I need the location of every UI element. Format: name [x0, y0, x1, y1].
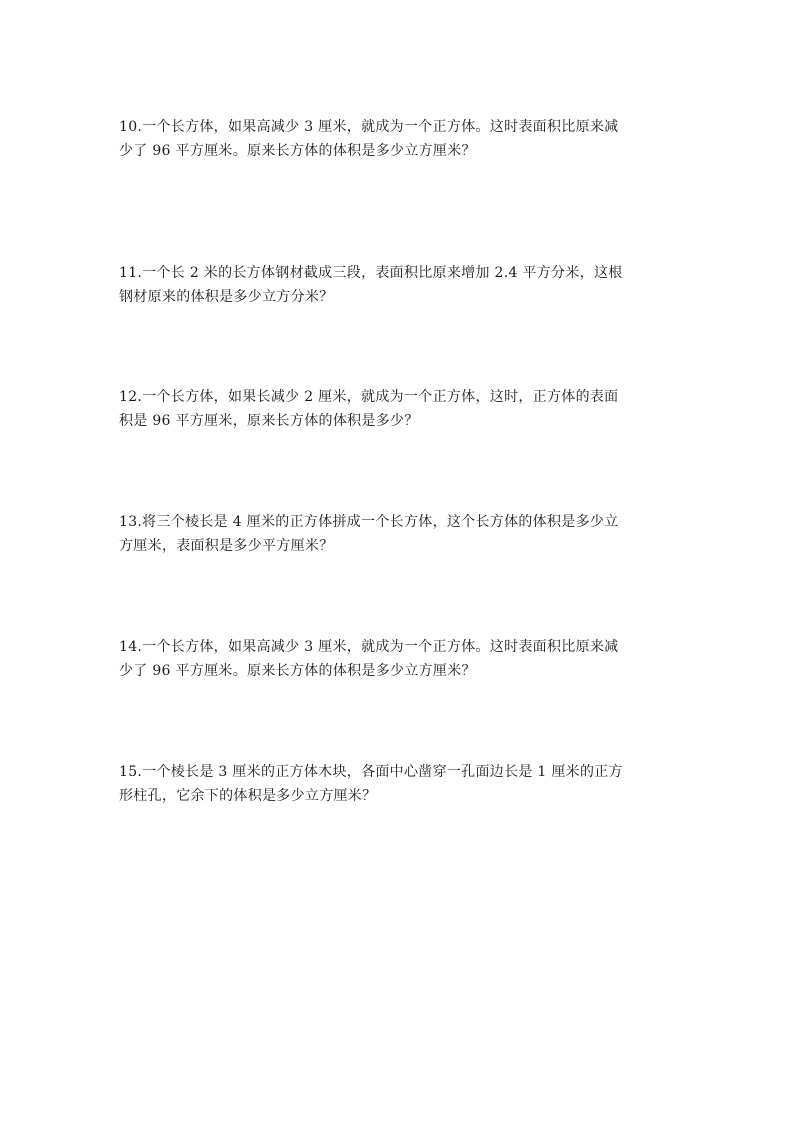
- problem-text: 一个长方体，如果高减少 3 厘米，就成为一个正方体。这时表面积比原来减: [142, 639, 619, 655]
- problem-10: [119, 115, 675, 163]
- problem-15: [119, 760, 675, 808]
- problem-number: 15.: [119, 764, 143, 780]
- problem-line: [119, 115, 675, 139]
- problem-line: 方厘米，表面积是多少平方厘米？: [119, 538, 334, 554]
- problem-line: [119, 510, 675, 534]
- problem-line: [119, 635, 675, 659]
- problem-11: [119, 261, 675, 309]
- problem-line: 少了 96 平方厘米。原来长方体的体积是多少立方厘米？: [119, 143, 476, 159]
- problem-text: 一个棱长是 3 厘米的正方体木块，各面中心凿穿一孔面边长是 1 厘米的正方: [142, 764, 623, 780]
- problem-line: 积是 96 平方厘米，原来长方体的体积是多少？: [119, 413, 419, 429]
- problem-line: 少了 96 平方厘米。原来长方体的体积是多少立方厘米？: [119, 663, 476, 679]
- problem-line: [119, 760, 675, 784]
- problem-line: [119, 385, 675, 409]
- problem-14: [119, 635, 675, 683]
- problem-line: 钢材原来的体积是多少立方分米？: [119, 289, 334, 305]
- problem-text: 一个长方体，如果高减少 3 厘米，就成为一个正方体。这时表面积比原来减: [142, 119, 619, 135]
- problem-text: 将三个棱长是 4 厘米的正方体拼成一个长方体，这个长方体的体积是多少立: [142, 514, 619, 530]
- problem-number: 12.: [119, 389, 143, 405]
- problem-13: [119, 510, 675, 558]
- problem-number: 10.: [119, 119, 143, 135]
- problem-number: 13.: [119, 514, 143, 530]
- problem-12: [119, 385, 675, 433]
- problem-text: 一个长方体，如果长减少 2 厘米，就成为一个正方体，这时，正方体的表面: [142, 389, 619, 405]
- problem-line: 形柱孔，它余下的体积是多少立方厘米？: [119, 788, 377, 804]
- problem-number: 11.: [119, 265, 143, 281]
- problem-line: [119, 261, 675, 285]
- problem-number: 14.: [119, 639, 143, 655]
- problem-text: 一个长 2 米的长方体钢材截成三段，表面积比原来增加 2.4 平方分米，这根: [142, 265, 623, 281]
